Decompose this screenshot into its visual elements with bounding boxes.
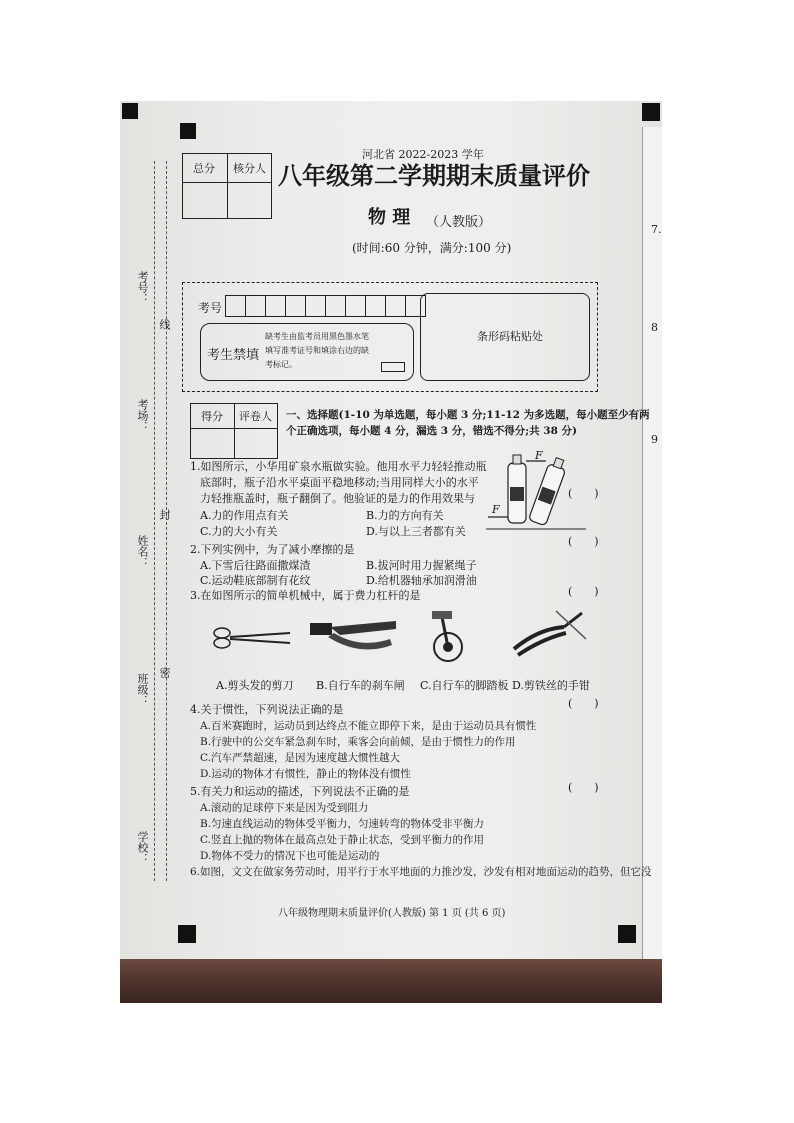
question-1: [190, 459, 487, 507]
binding-label-exam-room: 考场：: [136, 399, 149, 432]
right-page-number-7: 7.: [651, 223, 662, 236]
q5-option-d[interactable]: D.物体不受力的情况下也可能是运动的: [200, 850, 380, 862]
q3-option-a[interactable]: A.剪头发的剪刀: [216, 679, 294, 692]
plier-handle-a: [514, 627, 564, 649]
q4-answer-blank[interactable]: ( ): [568, 697, 599, 710]
pedal-block: [432, 611, 452, 619]
binding-dashed-line-outer: [154, 161, 155, 881]
q3-option-b[interactable]: B.自行车的刹车闸: [316, 679, 405, 692]
bottle-right-cap: [553, 458, 564, 469]
page-title: 八年级第二学期期末质量评价: [278, 161, 590, 190]
q3-option-d[interactable]: D.剪铁丝的手钳: [512, 679, 590, 692]
forbidden-fill-box: [200, 323, 414, 381]
q1-option-c[interactable]: C.力的大小有关: [200, 525, 278, 538]
scissors-ring-top: [214, 628, 230, 638]
registration-mark-top-left: [122, 103, 138, 119]
registration-mark-inner-left: [180, 123, 196, 139]
registration-mark-bottom-left: [178, 925, 196, 943]
q3-option-c[interactable]: C.自行车的脚踏板: [420, 679, 509, 692]
q1-option-d[interactable]: D.与以上三者都有关: [366, 525, 466, 538]
brake-clamp: [310, 623, 332, 635]
registration-mark-top-right: [642, 103, 660, 121]
absence-notice-line1: 缺考生由监考员用黑色墨水笔: [265, 332, 369, 341]
brake-lever-figure: [310, 615, 400, 665]
pliers-figure: [508, 609, 588, 659]
q5-option-a[interactable]: A.滚动的足球停下来是因为受到阻力: [200, 802, 369, 814]
edition-label: （人教版）: [426, 215, 492, 230]
binding-label-name: 姓名：: [136, 535, 149, 568]
q2-option-d[interactable]: D.给机器轴承加润滑油: [366, 574, 477, 587]
binding-mark-line: 线: [158, 319, 171, 330]
barcode-area-label: 条形码粘贴处: [477, 330, 543, 343]
binding-label-class: 班级：: [136, 673, 149, 706]
scissors-figure: [212, 623, 292, 653]
q5-option-b[interactable]: B.匀速直线运动的物体受平衡力，匀速转弯的物体受非平衡力: [200, 818, 485, 830]
brake-handlebar: [330, 621, 396, 635]
floor-background: [120, 959, 662, 1003]
total-score-table: [182, 153, 272, 219]
next-page-edge: [642, 127, 662, 963]
subject-title: 物 理: [368, 207, 411, 228]
q4-option-a[interactable]: A.百米赛跑时，运动员到达终点不能立即停下来，是由于运动员具有惯性: [200, 720, 537, 732]
bottle-left-label: [510, 487, 524, 501]
q4-option-d[interactable]: D.运动的物体才有惯性，静止的物体没有惯性: [200, 768, 411, 780]
section1-instructions: [286, 407, 650, 439]
photo-of-exam-sheet: [120, 101, 662, 1003]
q1-option-a[interactable]: A.力的作用点有关: [200, 509, 289, 522]
right-page-number-9: 9: [651, 433, 658, 446]
force-label-bottom: F: [492, 503, 500, 516]
q2-answer-blank[interactable]: ( ): [568, 535, 599, 548]
q4-option-b[interactable]: B.行驶中的公交车紧急刹车时，乘客会向前倾，是由于惯性力的作用: [200, 736, 516, 748]
absence-notice-line3: 考标记。: [265, 360, 297, 369]
forbidden-label: 考生禁填: [207, 348, 260, 363]
total-score-label: 总分: [193, 162, 215, 175]
scissors-ring-bottom: [214, 638, 230, 648]
section1-score-label: 得分: [201, 410, 223, 423]
binding-label-exam-no: 考号：: [136, 271, 149, 304]
bottle-left-cap: [513, 455, 521, 464]
q2-option-a[interactable]: A.下雪后往路面撒煤渣: [200, 559, 311, 572]
barcode-area: [420, 293, 590, 381]
binding-dashed-line-inner: [166, 161, 167, 881]
exam-number-label: 考号: [198, 301, 223, 315]
section1-instructions-line1: 一、选择题(1-10 为单选题，每小题 3 分;11-12 为多选题，每小题至少有两: [286, 409, 650, 421]
pedal-figure: [424, 607, 474, 667]
q2-option-c[interactable]: C.运动鞋底部制有花纹: [200, 574, 311, 587]
binding-mark-secret: 密: [158, 667, 171, 678]
registration-mark-bottom-right: [618, 925, 636, 943]
crank-arm: [442, 617, 448, 647]
q4-option-c[interactable]: C.汽车严禁超速，是因为速度越大惯性越大: [200, 752, 400, 764]
absence-notice: [265, 330, 369, 372]
scissors-blade-bottom: [230, 639, 290, 643]
page-footer: 八年级物理期末质量评价(人教版) 第 1 页 (共 6 页): [278, 908, 506, 919]
q3-answer-blank[interactable]: ( ): [568, 585, 599, 598]
section1-score-table: [190, 403, 278, 459]
q5-answer-blank[interactable]: ( ): [568, 781, 599, 794]
force-label-top: F: [535, 449, 543, 462]
binding-mark-seal: 封: [158, 509, 171, 520]
exam-number-boxes[interactable]: [226, 295, 426, 317]
absence-mark-box[interactable]: [381, 362, 405, 372]
time-info: (时间:60 分钟，满分:100 分): [352, 241, 512, 255]
absence-notice-line2: 填写准考证号和填涂右边的缺: [265, 346, 369, 355]
question-3: 3.在如图所示的简单机械中，属于费力杠杆的是: [190, 589, 421, 602]
brake-lever: [328, 633, 392, 650]
right-page-number-8: 8: [651, 321, 658, 334]
section1-instructions-line2: 个正确选项，每小题 4 分，漏选 3 分，错选不得分;共 38 分): [286, 425, 577, 437]
question-1-line2: 底部时，瓶子沿水平桌面平稳地移动;当用同样大小的水平: [200, 476, 479, 489]
q5-option-c[interactable]: C.竖直上抛的物体在最高点处于静止状态，受到平衡力的作用: [200, 834, 484, 846]
question-2: 2.下列实例中，为了减小摩擦的是: [190, 543, 355, 556]
plier-handle-b: [518, 633, 566, 655]
q2-option-b[interactable]: B.拔河时用力握紧绳子: [366, 559, 477, 572]
q1-option-b[interactable]: B.力的方向有关: [366, 509, 444, 522]
province-year: 河北省 2022-2023 学年: [362, 148, 484, 161]
question-5: 5.有关力和运动的描述，下列说法不正确的是: [190, 785, 410, 798]
binding-label-school: 学校：: [136, 831, 149, 864]
checker-label: 核分人: [233, 162, 266, 175]
question-6: 6.如图，文文在做家务劳动时，用平行于水平地面的力推沙发，沙发有相对地面运动的趋势，但它没: [190, 866, 652, 878]
question-1-line1: 1.如图所示，小华用矿泉水瓶做实验。他用水平力轻轻推动瓶: [190, 460, 487, 473]
question-1-line3: 力轻推瓶盖时，瓶子翻倒了。他验证的是力的作用效果与: [200, 492, 475, 505]
scissors-blade-top: [230, 633, 290, 637]
section1-grader-label: 评卷人: [239, 410, 272, 423]
q1-answer-blank[interactable]: ( ): [568, 487, 599, 500]
question-4: 4.关于惯性，下列说法正确的是: [190, 703, 344, 716]
